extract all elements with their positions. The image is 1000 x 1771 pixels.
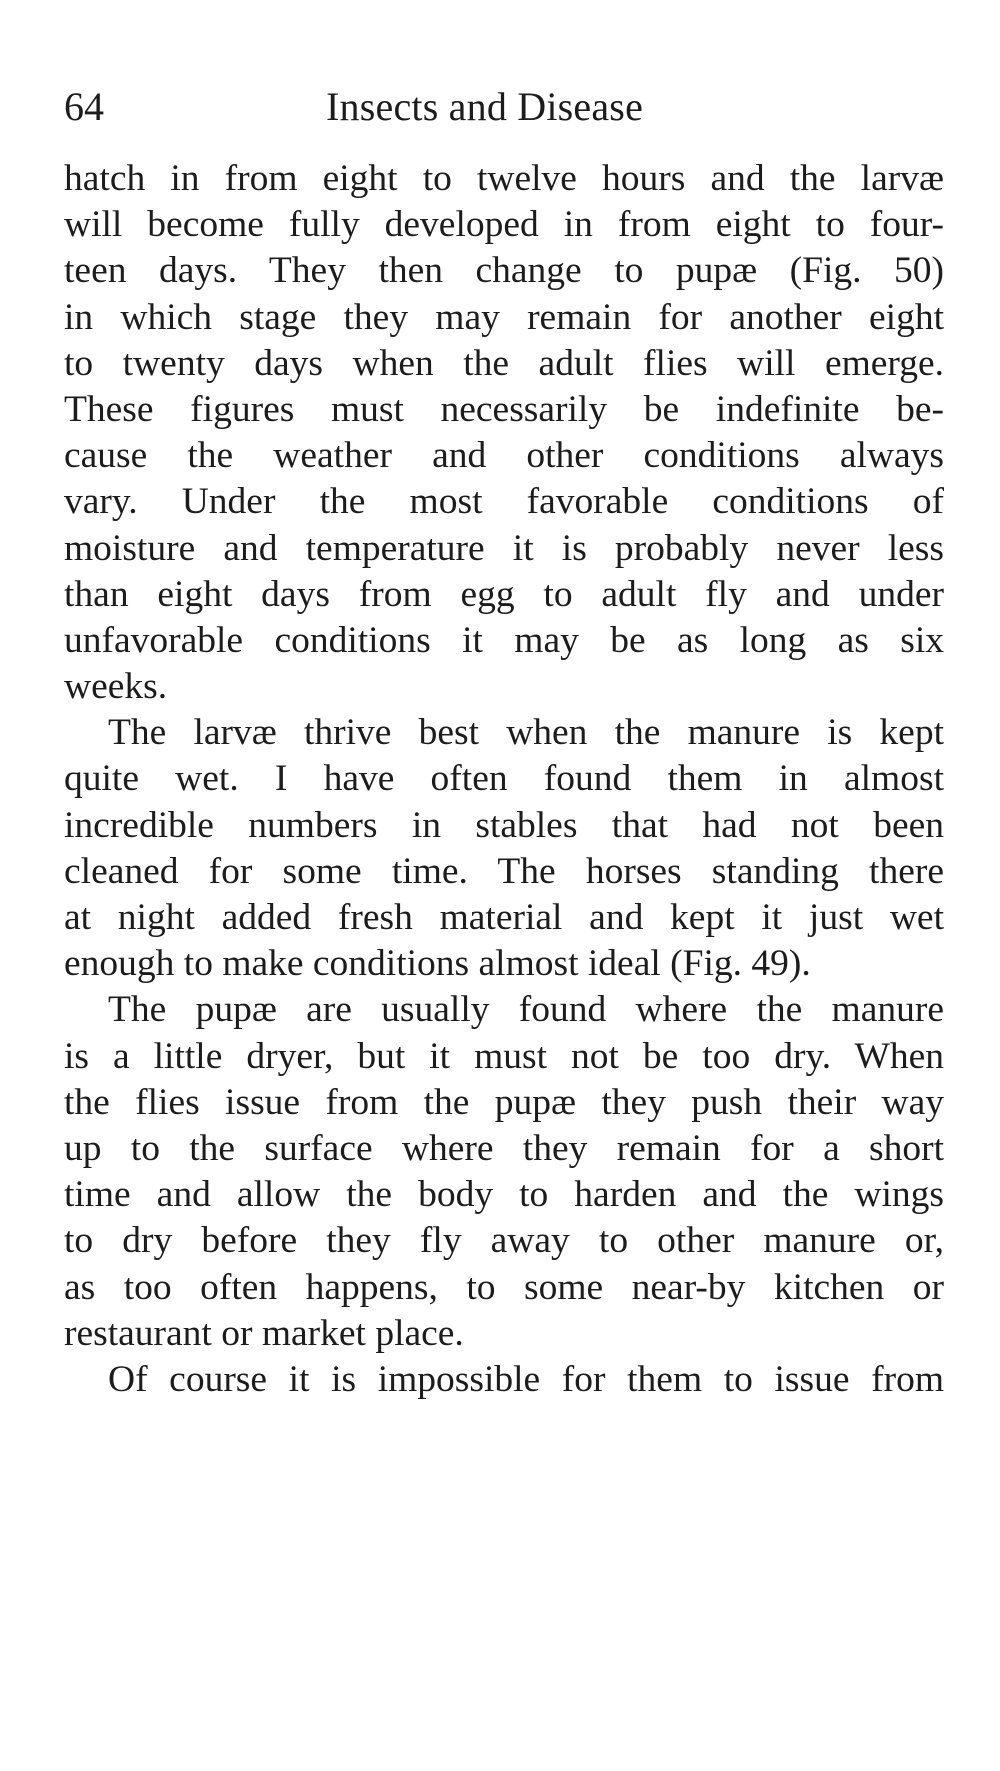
text-line: quite wet. I have often found them in almost xyxy=(64,758,944,800)
running-head xyxy=(64,82,944,132)
body-text xyxy=(64,156,944,1403)
text-line: hatch in from eight to twelve hours and the larvæ xyxy=(64,158,944,199)
text-line: at night added fresh material and kept it just wet xyxy=(64,897,944,938)
text-line: Of course it is impossible for them to issue from xyxy=(108,1358,944,1400)
text-line: teen days. They then change to pupæ (Fig. 50) xyxy=(64,250,944,292)
paragraph-3 xyxy=(64,987,944,1357)
text-line: weeks. xyxy=(64,666,168,708)
text-line: to dry before they fly away to other manure or, xyxy=(64,1220,944,1262)
text-line: in which stage they may remain for another eight xyxy=(64,296,944,338)
paragraph-4 xyxy=(64,1357,944,1403)
text-line: enough to make conditions almost ideal (Fig. 49). xyxy=(64,943,811,985)
text-line: up to the surface where they remain for a short xyxy=(64,1127,944,1169)
text-line: cause the weather and other conditions always xyxy=(64,435,944,477)
text-line: incredible numbers in stables that had not been xyxy=(64,804,944,846)
paragraph-1 xyxy=(64,156,944,710)
text-line: The larvæ thrive best when the manure is kept xyxy=(108,712,944,754)
running-title: Insects and Disease xyxy=(326,84,644,129)
text-line: the flies issue from the pupæ they push their way xyxy=(64,1081,944,1123)
text-line: time and allow the body to harden and the wings xyxy=(64,1174,944,1216)
text-line: These figures must necessarily be indefinite be- xyxy=(64,388,944,430)
text-line: restaurant or market place. xyxy=(64,1312,464,1354)
text-line: than eight days from egg to adult fly and under xyxy=(64,573,944,615)
text-line: moisture and temperature it is probably never less xyxy=(64,527,944,569)
text-line: will become fully developed in from eight to four- xyxy=(64,204,944,246)
text-line: unfavorable conditions it may be as long as six xyxy=(64,619,944,661)
page-number: 64 xyxy=(64,84,104,129)
text-line: The pupæ are usually found where the manure xyxy=(108,989,944,1031)
text-line: to twenty days when the adult flies will emerge. xyxy=(64,342,944,384)
text-line: vary. Under the most favorable conditions of xyxy=(64,481,944,523)
text-line: is a little dryer, but it must not be too dry. When xyxy=(64,1035,944,1077)
text-line: as too often happens, to some near-by kitchen or xyxy=(64,1266,944,1308)
paragraph-2 xyxy=(64,710,944,987)
text-line: cleaned for some time. The horses standing there xyxy=(64,850,944,892)
